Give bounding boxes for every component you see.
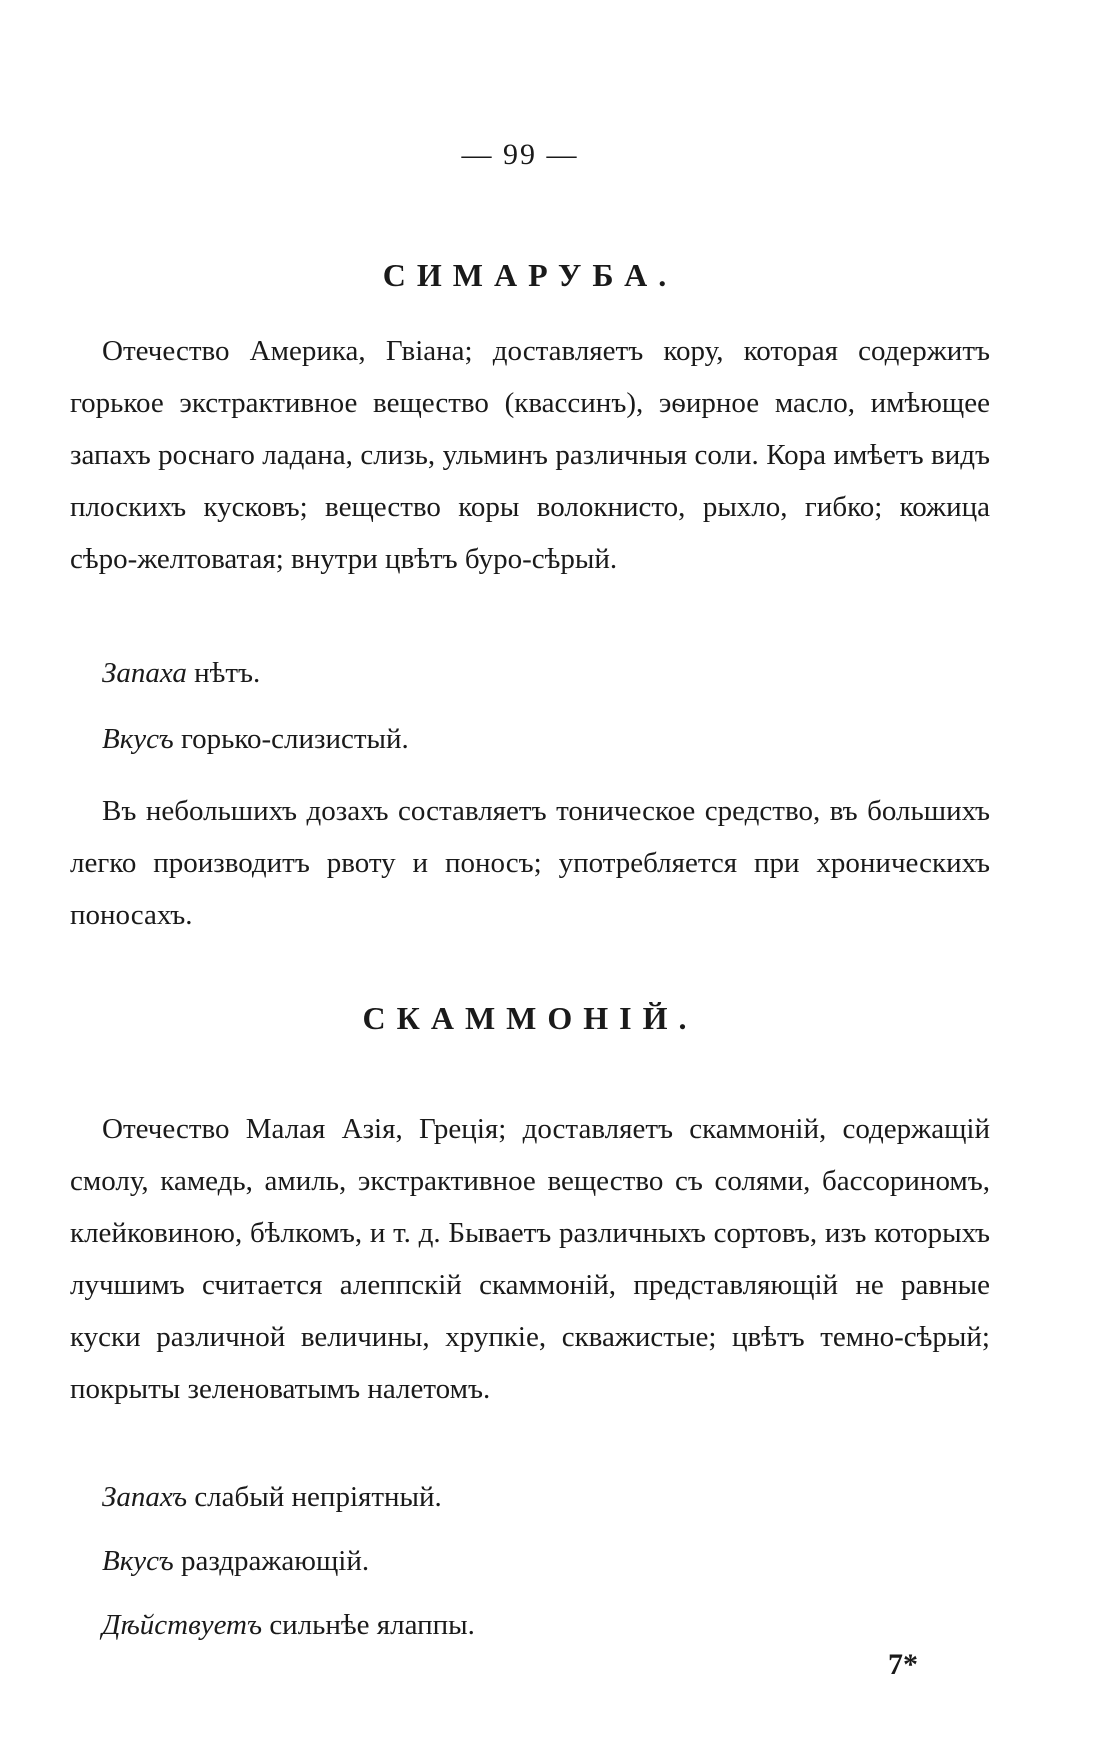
smell-text: нѣтъ. xyxy=(186,657,261,689)
section-title-simaruba: СИМАРУБА. xyxy=(382,257,678,293)
smell-label: Запаха xyxy=(102,657,187,689)
taste-label: Вкусъ xyxy=(102,723,174,755)
signature-mark: 7* xyxy=(888,1648,918,1681)
page-number: — 99 — xyxy=(461,138,579,171)
smell-text: слабый непріятный. xyxy=(187,1481,442,1513)
action-label: Дѣйствуетъ xyxy=(102,1609,263,1641)
section-title-scammonium: СКАММОНІЙ. xyxy=(362,1000,698,1036)
taste-line-simaruba xyxy=(102,723,409,756)
smell-label: Запахъ xyxy=(102,1481,188,1513)
action-line-scammonium xyxy=(102,1609,475,1642)
usage-paragraph-simaruba: Въ небольшихъ дозахъ составляетъ тоническое средство, въ большихъ легко производитъ рвоту и поносъ; употребляется при хроническихъ поносахъ. xyxy=(70,795,990,931)
section-body-simaruba: Отечество Америка, Гвіана; доставляетъ кору, которая содержитъ горькое экстрактивное вещество (квассинъ), эѳирное масло, имѣющее запахъ роснаго ладана, слизь, ульминъ различныя соли. Кора имѣетъ видъ плоскихъ кусковъ; вещество коры волокнисто, рыхло, гибко; кожица сѣро-желтоватая; внутри цвѣтъ буро-сѣрый. xyxy=(70,335,990,575)
taste-text: горько-слизистый. xyxy=(173,723,409,755)
action-text: сильнѣе ялаппы. xyxy=(262,1609,475,1641)
section-body-scammonium: Отечество Малая Азія, Греція; доставляетъ скаммоній, содержащій смолу, камедь, амиль, экстрактивное вещество съ солями, бассориномъ, клейковиною, бѣлкомъ, и т. д. Бываетъ различныхъ сортовъ, изъ которыхъ лучшимъ считается алеппскій скаммоній, представляющій не равные куски различной величины, хрупкіе, скважистые; цвѣтъ темно-сѣрый; покрыты зеленоватымъ налетомъ. xyxy=(70,1113,990,1405)
taste-text: раздражающій. xyxy=(173,1545,370,1577)
taste-label: Вкусъ xyxy=(102,1545,174,1577)
smell-line-simaruba xyxy=(102,657,260,690)
taste-line-scammonium xyxy=(102,1545,369,1578)
smell-line-scammonium xyxy=(102,1481,442,1514)
